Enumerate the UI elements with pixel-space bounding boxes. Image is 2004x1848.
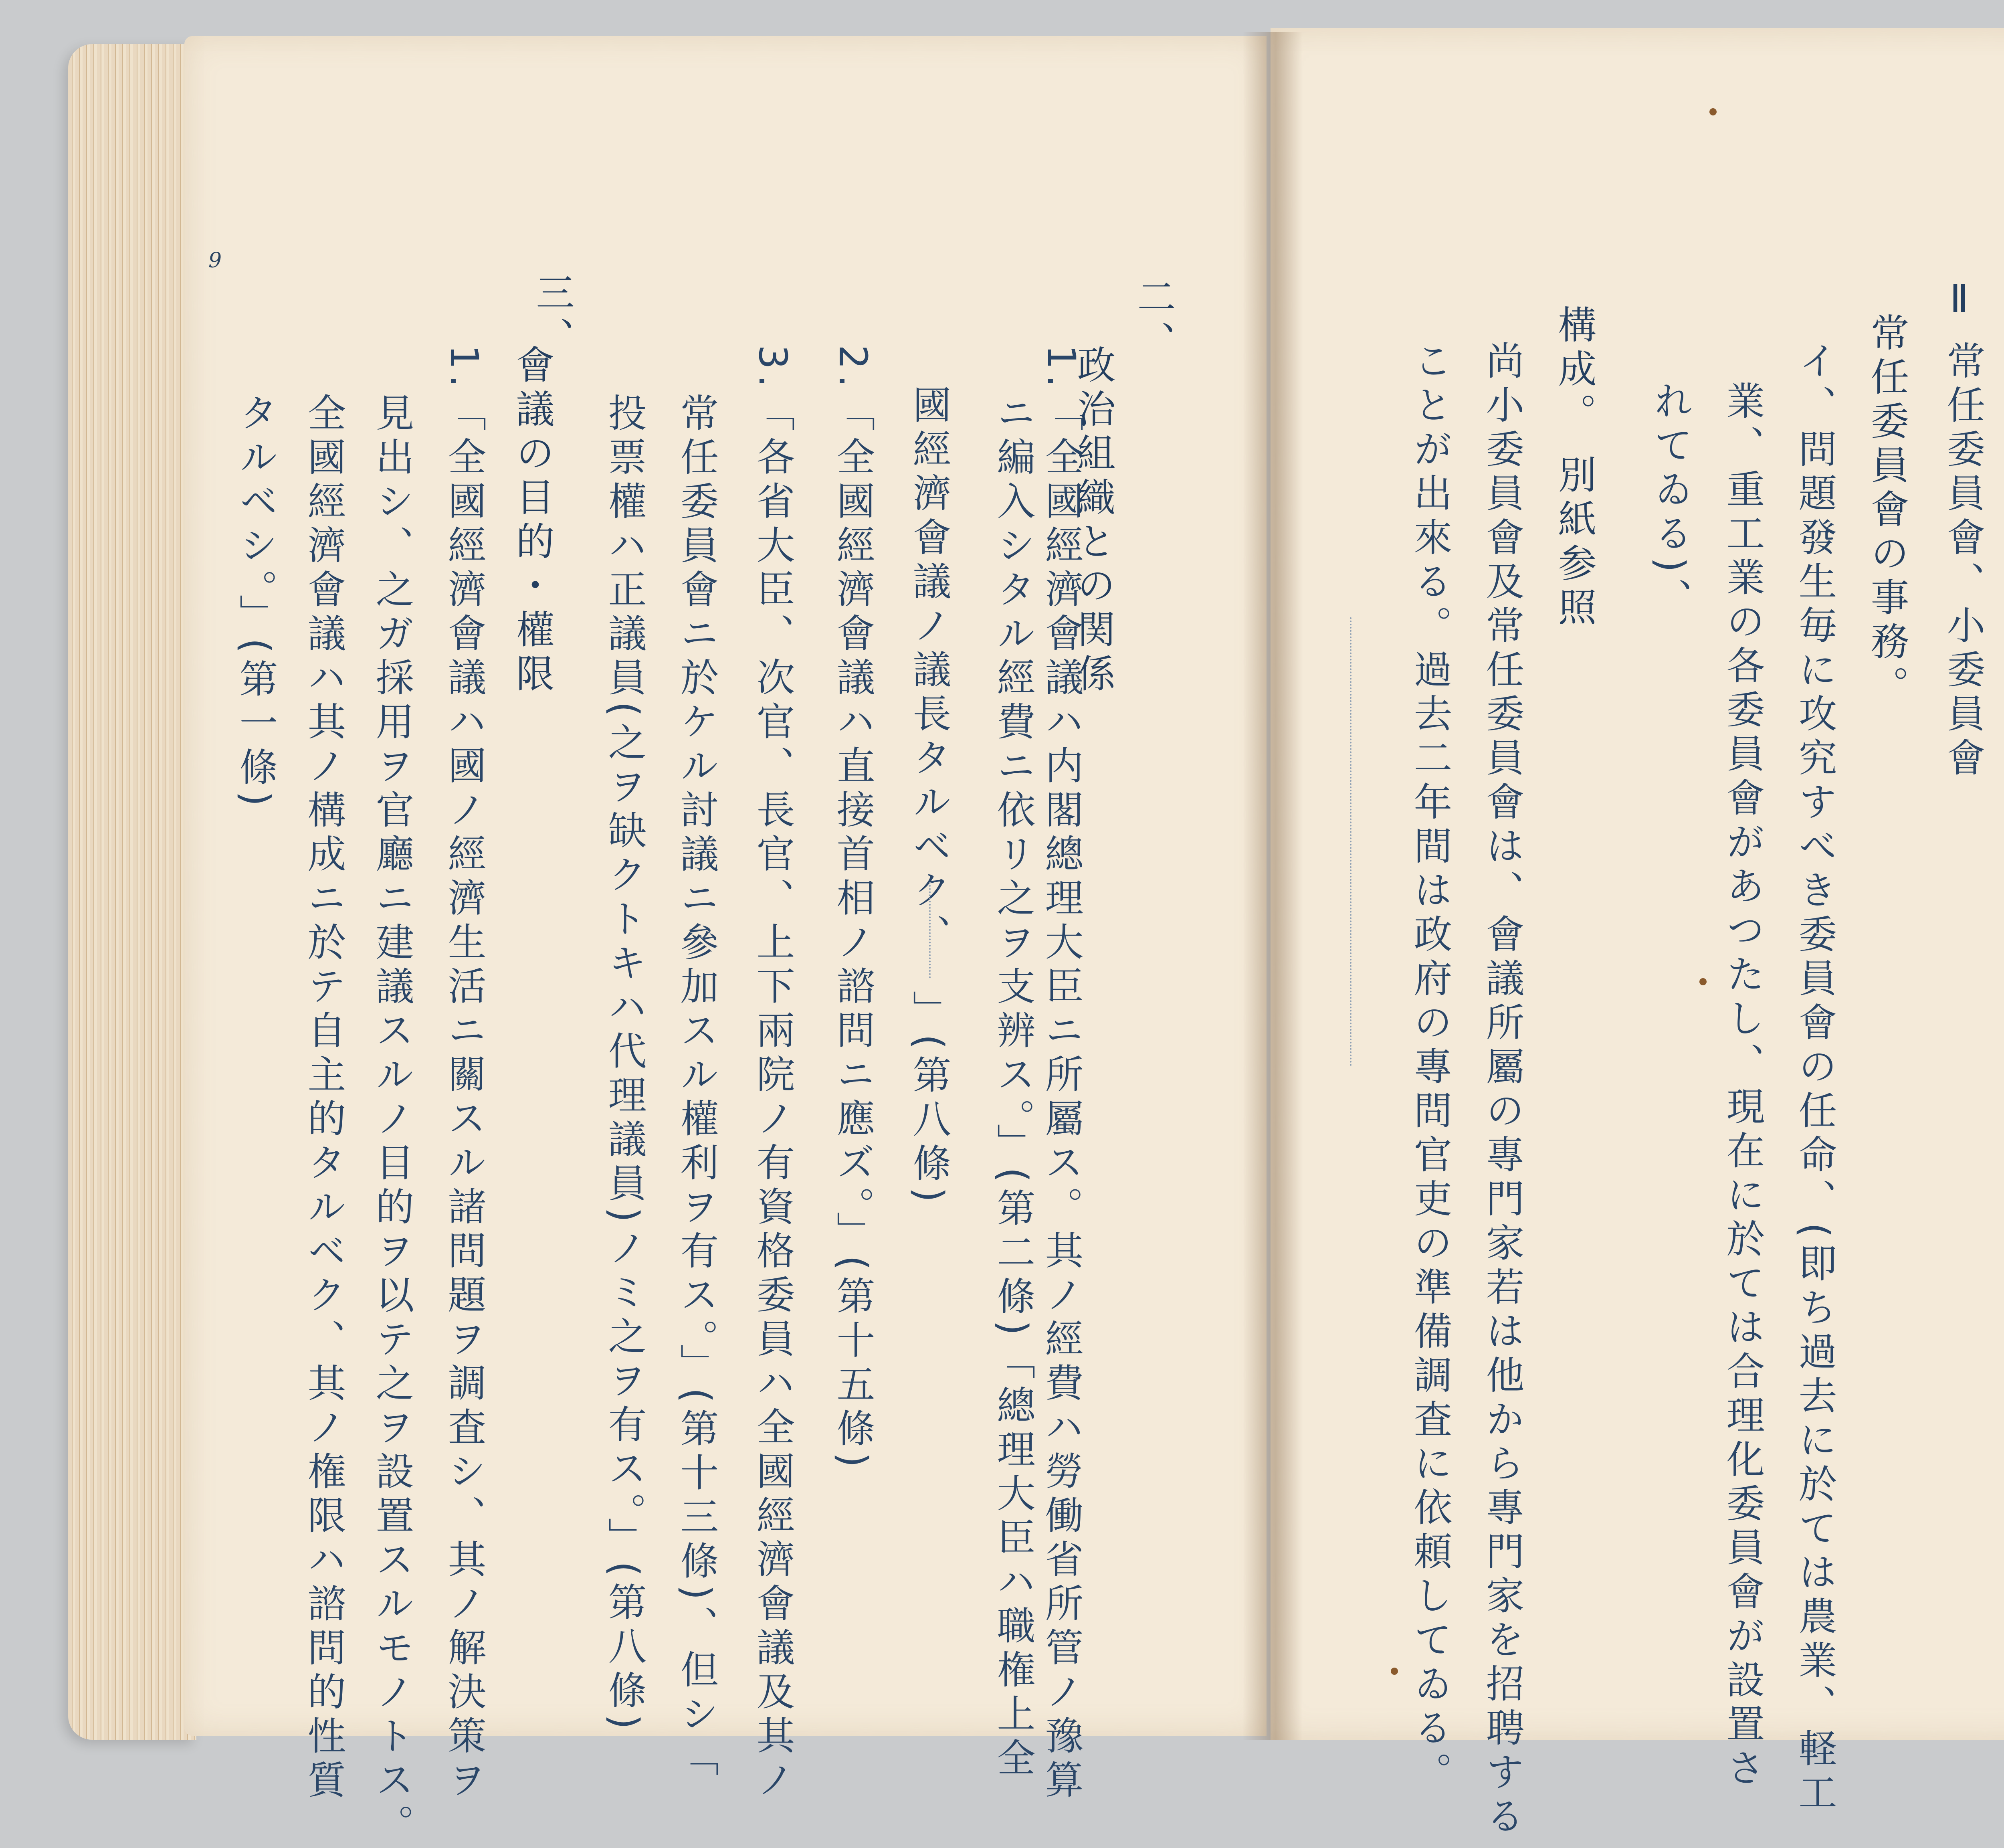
paper-spot xyxy=(1709,108,1717,115)
text-column: 1.「全國經濟會議ハ國ノ經濟生活ニ關スル諸問題ヲ調査シ、其ノ解決策ヲ xyxy=(442,345,487,1804)
text-column: れてゐる)、 xyxy=(1648,381,1693,622)
page-edges-left xyxy=(68,44,196,1740)
section-number: Ⅱ xyxy=(1937,277,1982,327)
text-column: 」(第八條) xyxy=(907,990,951,1208)
section-heading: 政治組織との関係 xyxy=(1071,345,1116,698)
left-page-number: 9 xyxy=(208,249,222,273)
text-column: 二、 xyxy=(1131,277,1176,365)
text-column: 常任委員會ニ於ケル討議ニ參加スル權利ヲ有ス。」(第十三條)、但シ「 xyxy=(674,393,719,1782)
text-column: 1.「全國經濟會議ハ内閣總理大臣ニ所屬ス。其ノ經費ハ勞働省所管ノ豫算 xyxy=(1039,345,1084,1804)
text-column: 常任委員會、小委員會 xyxy=(1941,341,1986,782)
section-heading: 常任委員會の事務。 xyxy=(1865,313,1909,710)
section-heading: 會議の目的・權限 xyxy=(510,345,555,698)
section-number: 三、 xyxy=(530,273,575,361)
paper-spot xyxy=(1391,1668,1398,1675)
text-column: 2.「全國經濟會議ハ直接首相ノ諮問ニ應ズ。」(第十五條) xyxy=(830,345,875,1473)
text-column: タルベシ。」(第一條) xyxy=(233,393,278,812)
margin-dotted-line xyxy=(1350,617,1351,1066)
left-page xyxy=(184,36,1267,1736)
text-column: 尚小委員會及常任委員會は、會議所屬の專門家若は他から專門家を招聘する xyxy=(1480,341,1525,1840)
text-column: ニ編入シタル經費ニ依リ之ヲ支辨ス。」(第二條)「總理大臣ハ職権上全 xyxy=(991,393,1036,1782)
text-column: 業、重工業の各委員會があつたし、現在に於ては合理化委員會が設置さ xyxy=(1720,381,1765,1792)
section-heading: 構成。 別紙参照 xyxy=(1552,305,1597,631)
text-column: 全國經濟會議ハ其ノ構成ニ於テ自主的タルベク、其ノ権限ハ諮問的性質 xyxy=(301,393,346,1804)
text-column: 投票權ハ正議員(之ヲ缺クトキハ代理議員)ノミ之ヲ有ス。」(第八條) xyxy=(602,393,647,1735)
text-column: ことが出來る。過去二年間は政府の專問官吏の準備調査に依頼してゐる。 xyxy=(1408,341,1452,1796)
dotted-placeholder xyxy=(929,882,931,978)
text-column: 國經濟會議ノ議長タルベク、 xyxy=(907,385,951,958)
text-column: 3.「各省大臣、次官、長官、上下兩院ノ有資格委員ハ全國經濟會議及其ノ xyxy=(750,345,795,1804)
text-column: 見出シ、之ガ採用ヲ官廳ニ建議スルノ目的ヲ以テ之ヲ設置スルモノトス。 xyxy=(370,393,414,1848)
text-column: イ、問題發生毎に攻究すべき委員會の任命、(即ち過去に於ては農業、軽工 xyxy=(1792,341,1837,1817)
book-gutter xyxy=(1242,32,1303,1740)
paper-spot xyxy=(1699,978,1707,985)
right-page xyxy=(1271,28,2004,1740)
